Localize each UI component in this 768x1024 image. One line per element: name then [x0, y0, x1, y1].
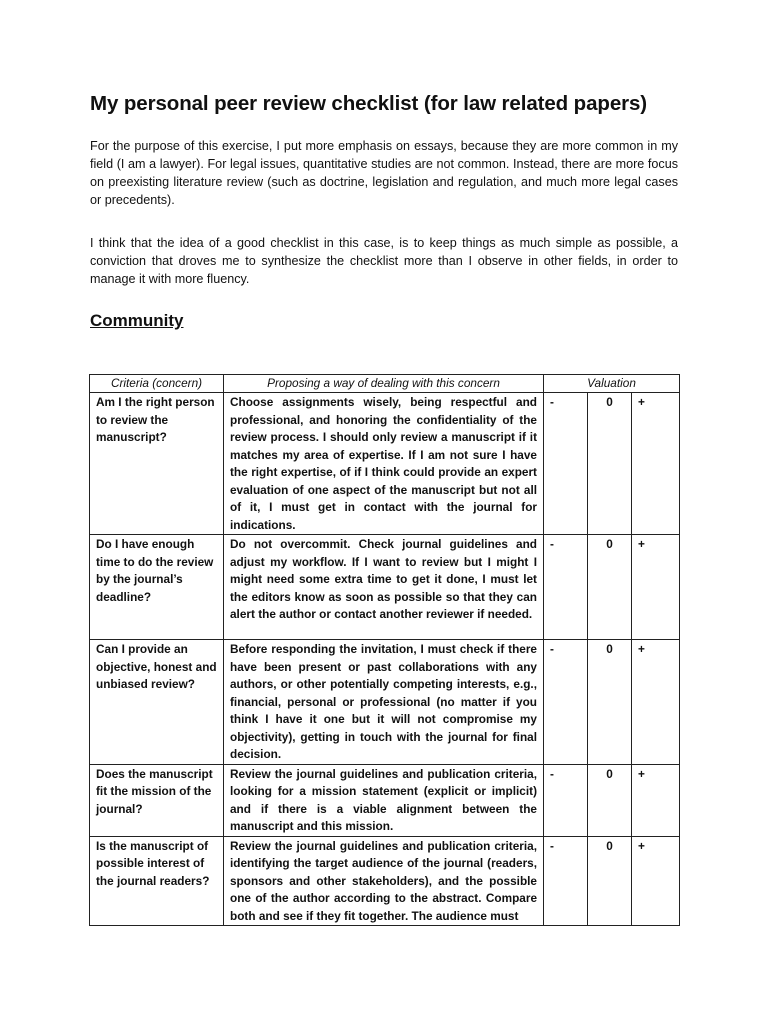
table-row	[90, 393, 680, 535]
proposal-cell: Before responding the invitation, I must check if there have been present or past collaborations with any authors, or other potentially competing interests, e.g., financial, personal or professional (no matter if you think I have it one but it will not compromise my objectivity), getting in touch with the journal for final decision.	[224, 640, 544, 765]
criteria-cell: Does the manuscript fit the mission of the journal?	[90, 764, 224, 836]
valuation-zero: 0	[588, 535, 632, 640]
proposal-cell: Review the journal guidelines and publication criteria, looking for a mission statement (explicit or implicit) and if there is a viable alignment between the manuscript and this mission.	[224, 764, 544, 836]
valuation-plus: +	[632, 393, 680, 535]
valuation-zero: 0	[588, 764, 632, 836]
proposal-cell: Do not overcommit. Check journal guidelines and adjust my workflow. If I want to review but I might I might need some extra time to get it done, I must let the editors know as soon as possible so that they can alert the author or contact another reviewer if needed.	[224, 535, 544, 640]
valuation-zero: 0	[588, 393, 632, 535]
valuation-plus: +	[632, 640, 680, 765]
intro-paragraph-2: I think that the idea of a good checklist in this case, is to keep things as much simple as possible, a conviction that droves me to synthesize the checklist more than I observe in other fields, in order to manage it with more fluency.	[90, 236, 678, 286]
section-heading-community: Community	[90, 311, 184, 330]
valuation-minus: -	[544, 836, 588, 926]
valuation-minus: -	[544, 393, 588, 535]
table-row	[90, 836, 680, 926]
table-row	[90, 764, 680, 836]
criteria-cell: Am I the right person to review the manuscript?	[90, 393, 224, 535]
table-row	[90, 535, 680, 640]
valuation-plus: +	[632, 836, 680, 926]
valuation-minus: -	[544, 535, 588, 640]
header-criteria: Criteria (concern)	[90, 375, 224, 393]
valuation-zero: 0	[588, 836, 632, 926]
valuation-plus: +	[632, 535, 680, 640]
proposal-cell: Choose assignments wisely, being respectful and professional, and honoring the confidentiality of the review process. I should only review a manuscript if it matches my area of expertise. If I am not sure I have the right expertise, of if I think could provide an expert evaluation of one aspect of the manuscript but not all of it, I must get in contact with the journal for indications.	[224, 393, 544, 535]
table-header-row	[90, 375, 680, 393]
criteria-cell: Is the manuscript of possible interest of the journal readers?	[90, 836, 224, 926]
proposal-cell: Review the journal guidelines and publication criteria, identifying the target audience of the journal (readers, sponsors and other stakeholders), and the possible one of the author according to the abstract. Compare both and see if they fit together. The audience must	[224, 836, 544, 926]
valuation-minus: -	[544, 640, 588, 765]
criteria-cell: Can I provide an objective, honest and unbiased review?	[90, 640, 224, 765]
intro-paragraph-1: For the purpose of this exercise, I put more emphasis on essays, because they are more common in my field (I am a lawyer). For legal issues, quantitative studies are not common. Instead, there are more focus on preexisting literature review (such as doctrine, legislation and regulation, and much more legal cases or precedents).	[90, 139, 678, 207]
peer-review-checklist-table	[89, 374, 680, 926]
valuation-plus: +	[632, 764, 680, 836]
header-proposal: Proposing a way of dealing with this concern	[224, 375, 544, 393]
page-title: My personal peer review checklist (for law related papers)	[90, 92, 648, 115]
valuation-minus: -	[544, 764, 588, 836]
header-valuation: Valuation	[544, 375, 680, 393]
valuation-zero: 0	[588, 640, 632, 765]
table-row	[90, 640, 680, 765]
criteria-cell: Do I have enough time to do the review by the journal’s deadline?	[90, 535, 224, 640]
